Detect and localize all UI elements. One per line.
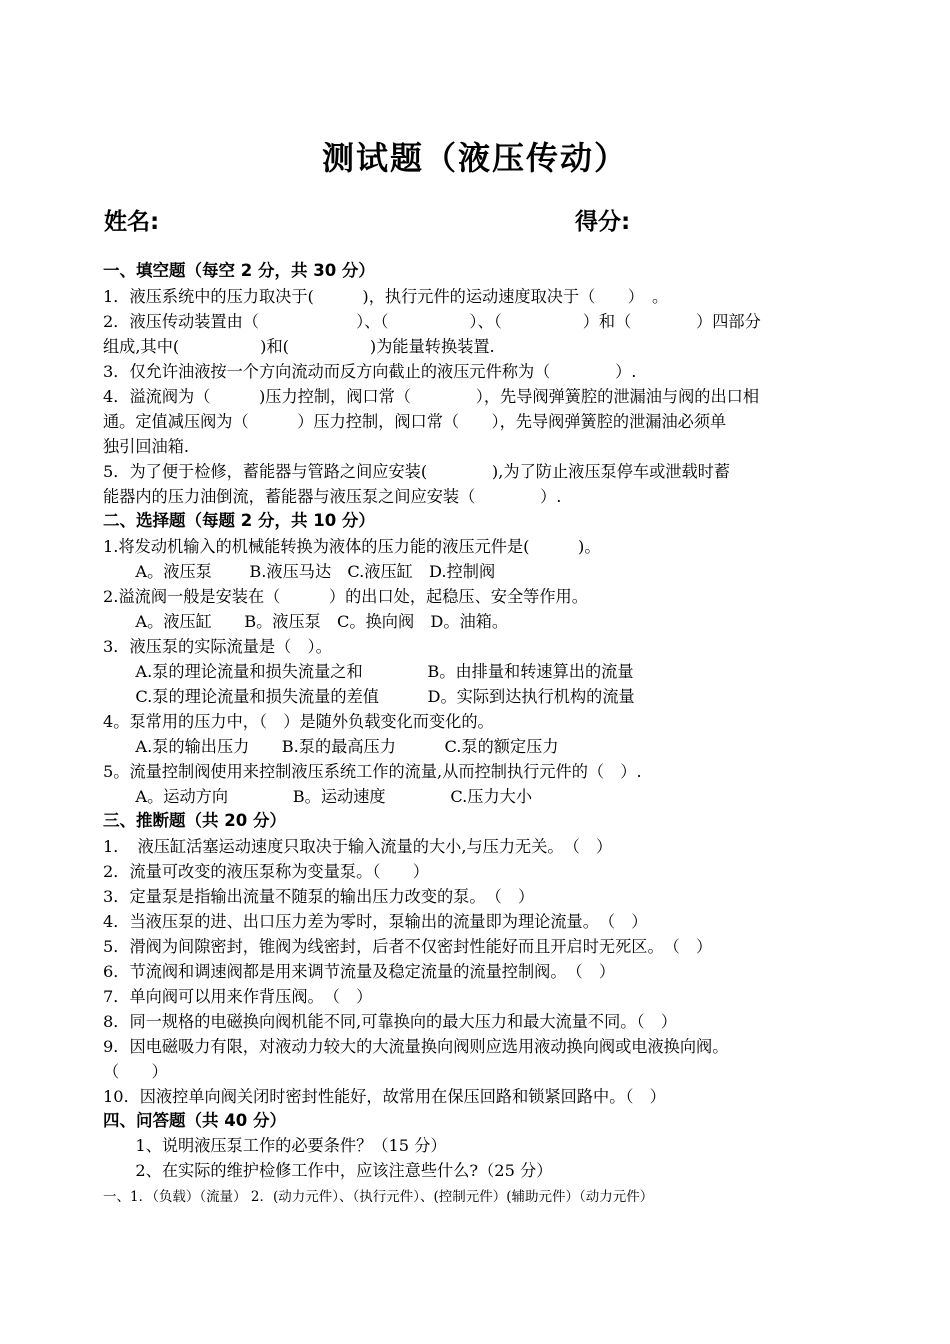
question-line: 组成,其中( )和( )为能量转换装置. bbox=[103, 337, 495, 356]
question-line: 7．单向阀可以用来作背压阀。 （ ） bbox=[103, 987, 373, 1006]
answer-line: 一、1．（负载）（流量） 2．(动力元件）、（执行元件）、(控制元件）(辅助元件）（动力元件） bbox=[103, 1189, 654, 1205]
page-title: 测试题（液压传动） bbox=[321, 139, 628, 177]
section-heading: 一、填空题（每空 2 分，共 30 分） bbox=[103, 261, 375, 280]
name-label: 姓名: bbox=[104, 209, 160, 235]
question-line: 2、在实际的维护检修工作中，应该注意些什么?（25 分） bbox=[103, 1161, 553, 1180]
score-label: 得分: bbox=[575, 209, 631, 235]
question-line: 5．滑阀为间隙密封，锥阀为线密封，后者不仅密封性能好而且开启时无死区。 （ ） bbox=[103, 937, 713, 956]
question-line: 4。泵常用的压力中，（ ）是随外负载变化而变化的。 bbox=[103, 712, 494, 731]
question-line: 2．液压传动装置由（ ）、（ ）、（ ）和（ ）四部分 bbox=[103, 312, 761, 331]
question-line: 2．流量可改变的液压泵称为变量泵。（ ） bbox=[103, 862, 429, 881]
question-line: 8．同一规格的电磁换向阀机能不同,可靠换向的最大压力和最大流量不同。（ ） bbox=[103, 1012, 677, 1031]
question-line: 1.将发动机输入的机械能转换为液体的压力能的液压元件是( )。 bbox=[103, 537, 601, 556]
question-line: 能器内的压力油倒流，蓄能器与液压泵之间应安装（ ）. bbox=[103, 487, 562, 506]
question-line: C.泵的理论流量和损失流量的差值 D。实际到达执行机构的流量 bbox=[103, 687, 635, 706]
question-line: 通。定值减压阀为（ ）压力控制，阀口常（ ），先导阀弹簧腔的泄漏油必须单 bbox=[103, 412, 727, 431]
section-heading: 二、选择题（每题 2 分，共 10 分） bbox=[103, 511, 375, 530]
question-line: 3．定量泵是指输出流量不随泵的输出压力改变的泵。 （ ） bbox=[103, 887, 535, 906]
question-line: A。液压泵 B.液压马达 C.液压缸 D.控制阀 bbox=[103, 562, 496, 581]
question-line: 5。流量控制阀使用来控制液压系统工作的流量,从而控制执行元件的（ ）. bbox=[103, 762, 642, 781]
question-line: 3．仅允许油液按一个方向流动而反方向截止的液压元件称为（ ）. bbox=[103, 362, 637, 381]
question-line: 4．当液压泵的进、出口压力差为零时，泵输出的流量即为理论流量。 （ ） bbox=[103, 912, 648, 931]
question-line: 1、说明液压泵工作的必要条件？（15 分） bbox=[103, 1136, 447, 1155]
question-line: A。运动方向 B。运动速度 C.压力大小 bbox=[103, 787, 533, 806]
question-line: 3．液压泵的实际流量是（ ）。 bbox=[103, 637, 332, 656]
question-line: A.泵的理论流量和损失流量之和 B。由排量和转速算出的流量 bbox=[103, 662, 634, 681]
question-line: 10．因液控单向阀关闭时密封性能好，故常用在保压回路和锁紧回路中。（ ） bbox=[103, 1087, 666, 1106]
question-line: 4．溢流阀为（ )压力控制，阀口常（ ），先导阀弹簧腔的泄漏油与阀的出口相 bbox=[103, 387, 760, 406]
question-line: （ ） bbox=[103, 1062, 168, 1081]
question-line: 9．因电磁吸力有限，对液动力较大的大流量换向阀则应选用液动换向阀或电液换向阀。 bbox=[103, 1037, 729, 1056]
section-heading: 四、问答题（共 40 分） bbox=[103, 1111, 286, 1130]
question-line: 独引回油箱. bbox=[103, 437, 190, 456]
question-line: 2.溢流阀一般是安装在（ ）的出口处，起稳压、安全等作用。 bbox=[103, 587, 588, 606]
question-line: 1．液压系统中的压力取决于( )，执行元件的运动速度取决于（ ） 。 bbox=[103, 287, 669, 306]
question-line: 5．为了便于检修，蓄能器与管路之间应安装( ),为了防止液压泵停车或泄载时蓄 bbox=[103, 462, 731, 481]
question-line: A.泵的输出压力 B.泵的最高压力 C.泵的额定压力 bbox=[103, 737, 559, 756]
question-line: 1． 液压缸活塞运动速度只取决于输入流量的大小,与压力无关。 （ ） bbox=[103, 837, 613, 856]
question-line: 6．节流阀和调速阀都是用来调节流量及稳定流量的流量控制阀。 （ ） bbox=[103, 962, 616, 981]
question-line: A。液压缸 B。液压泵 C。换向阀 D。油箱。 bbox=[103, 612, 509, 631]
section-heading: 三、推断题（共 20 分） bbox=[103, 811, 286, 830]
